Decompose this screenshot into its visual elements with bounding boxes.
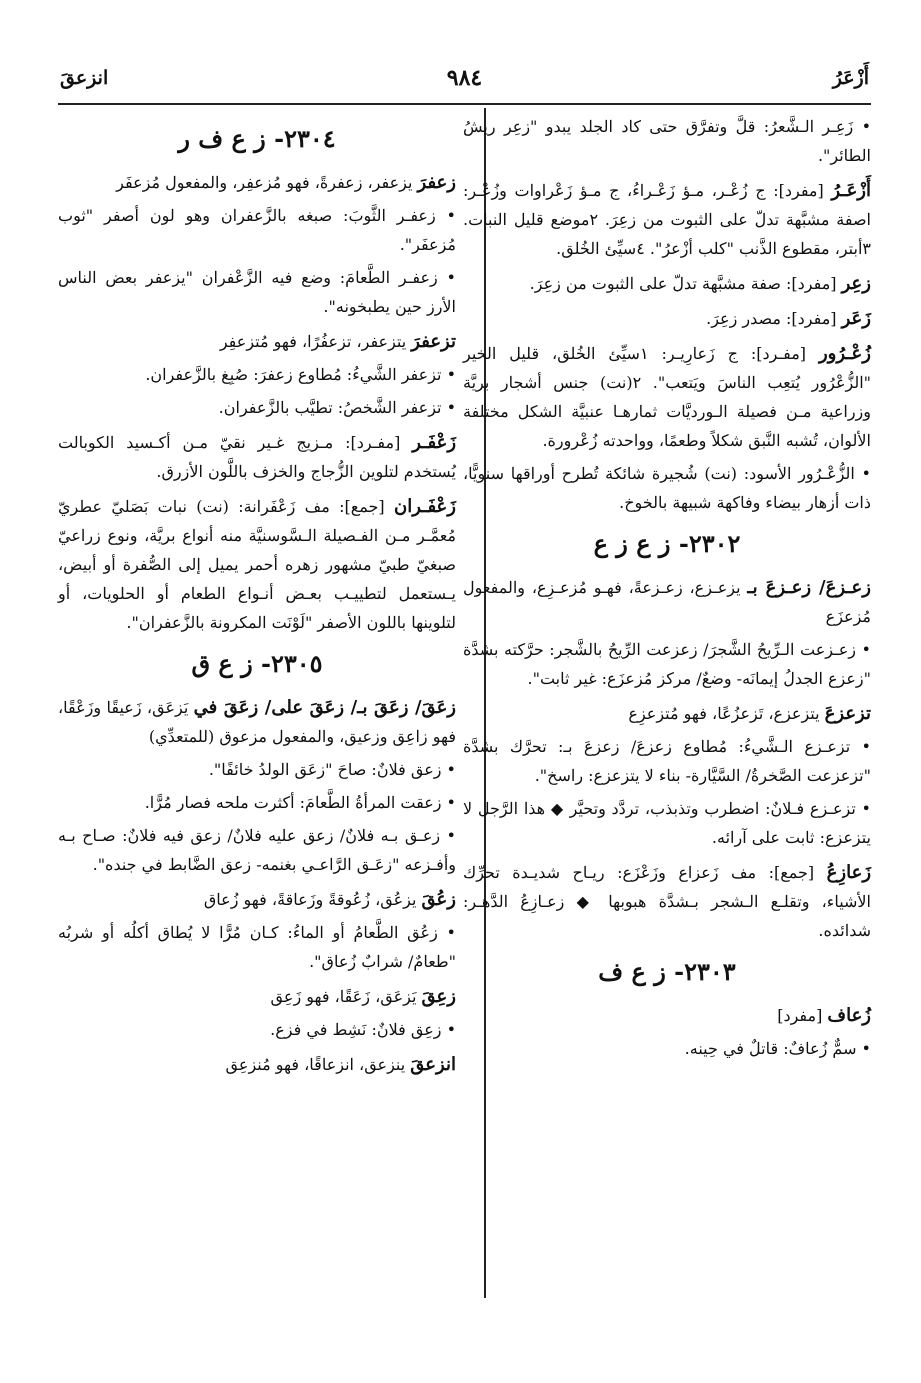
entry (463, 699, 871, 728)
entry (58, 492, 456, 637)
definition: [مفـرد]: مـزيج غـير نقيّ مـن أكـسيد الكوبالت يُستخدم لتلوين الزُّجاج والخزف باللَّون الأزرق. (58, 433, 456, 481)
entry (463, 304, 871, 333)
sense-line: • زعفـر الطَّعامَ: وضع فيه الزَّعْفران "يزعفر بعض الناس الأرز حين يطبخونه". (58, 268, 456, 316)
headword: زَعازِعُ (826, 862, 872, 883)
sense-line: • تزعفر الشَّخصُ: تطيَّب بالزَّعفران. (218, 398, 456, 417)
entry (58, 327, 456, 356)
headword: زعفرَ (417, 172, 456, 193)
section-heading: ٢٣٠٣- ز ع ف (598, 957, 736, 986)
header-right-guide-word: أَزْعَرُ (832, 67, 869, 89)
sense-line: • تزعفر الشَّيءُ: مُطاوع زعفرَ: صُبِغ بالزَّعفران. (145, 365, 456, 384)
definition: [مفـرد]: ج زَعارِيـر: ١سيِّئ الخُلق، قليل الخير "الزُّعْرُور يُتعِب الناسَ ويَتعب". ٢(نت) جنس أشجار بريَّة وزراعية مـن فصيلة الـورديَّات ثمارهـا عنبيَّة الشكل مختلفة الألوان، تُشبه النَّبق شكلاً وطعمًا، وواحدته زُعْرورة. (463, 344, 872, 450)
definition: [مفرد]: مصدر زعِرَ. (706, 309, 842, 328)
entry (463, 858, 871, 945)
right-column (463, 112, 871, 1067)
definition: يَزعَق، زَعَقًا، فهو زَعِق (270, 987, 422, 1006)
sense-line: • تزعـزع فـلانٌ: اضطرب وتذبذب، تردَّد وتحيَّر ◆ هذا الرَّجل لا يتزعزع: ثابت على آرائه. (463, 799, 871, 847)
entry (58, 885, 456, 914)
entry (58, 693, 456, 751)
definition: [مفرد] (777, 1006, 828, 1025)
sense-line: • زعِق فلانٌ: نَشِط في فزع. (270, 1020, 456, 1039)
definition: [جمع]: مف زَعزاع وزَعْزَع: ريـاح شديـدة تحرِّك الأشياء، وتقلـع الـشجر بـشدَّة هبوبها ◆ زعـازِعُ الدَّهـر: شدائده. (463, 863, 871, 940)
headword: زعَقَ/ زعَقَ بـ/ زعَقَ على/ زعَقَ في (193, 697, 456, 718)
entry (463, 573, 871, 631)
entry (58, 1050, 456, 1079)
headword: زعِقَ (421, 986, 456, 1007)
section-heading: ٢٣٠٥- ز ع ق (191, 649, 323, 678)
sense-line: • زعق فلانٌ: صاحَ "زعَق الولدُ خائفًا". (208, 760, 456, 779)
sense-line: • زعقت المرأةُ الطَّعامَ: أكثرت ملحه فصار مُرًّا. (144, 793, 456, 812)
definition: [جمع]: مف زَعْفَرانة: (نت) نبات بَصَليّ عطريّ مُعمَّـر مـن الفـصيلة الـسَّوسنيَّة منه أنواع بريَّة، ونوع زراعيّ صبغيّ طبيّ مشهور زهره أحمر يميل إلى الصُّفرة أو أبيض، يـستعمل لتطييـب بعـض أنـواع الطعام أو الحلويات، أو لتلوينها باللون الأصفر "لَوْنَت المكرونة بالزَّعفران". (58, 497, 456, 632)
entry (58, 428, 456, 486)
definition: يزعُق، زُعُوقةً وزَعاقةً، فهو زُعاق (203, 890, 422, 909)
sense-line: • سمٌّ زُعافٌ: قاتلٌ في حِينه. (684, 1039, 871, 1058)
definition: [مفرد]: صفة مشبَّهة تدلّ على الثبوت من زعِرَ. (529, 274, 842, 293)
headword: أَزْعَـرُ (831, 180, 871, 201)
headword: تزعفرَ (411, 331, 456, 352)
sense-line: • الزُّعْـرُور الأسود: (نت) شُجيرة شائكة تُطرح أوراقها سنويًّا، ذات أزهار بيضاء وفاكهة شبيهة بالخوخ. (463, 464, 871, 512)
sense-line: • زعُق الطَّعامُ أو الماءُ: كـان مُرًّا لا يُطاق أكلُه أو شربُه "طعامٌ/ شرابٌ زُعاق". (58, 923, 456, 971)
definition: يزعـزع، زعـزعةً، فهـو مُزعـزِع، والمفعول مُزعزَع (463, 578, 871, 626)
page-number: ٩٨٤ (446, 65, 483, 91)
headword: انزعقَ (410, 1054, 456, 1075)
entry (463, 176, 871, 263)
headword: زَعْفَـر (412, 432, 457, 453)
entry (463, 269, 871, 298)
definition: ينزعق، انزعاقًا، فهو مُنزعِق (225, 1055, 411, 1074)
headword: زعِر (841, 273, 871, 294)
headword: تزعزعَ (824, 703, 871, 724)
headword: زعُقَ (421, 889, 456, 910)
section-heading: ٢٣٠٤- ز ع ف ر (178, 124, 336, 153)
definition: يتزعفر، تزعفُرًا، فهو مُتزعفِر (219, 332, 412, 351)
page-header (60, 58, 869, 98)
entry (463, 339, 871, 455)
sense-line: • زعفـر الثَّوبَ: صبغه بالزَّعفران وهو لون أصفر "ثوب مُزعفَر". (58, 206, 456, 254)
definition: يتزعزع، تَزعزُعًا، فهو مُتزعزِع (628, 704, 825, 723)
headword: زُعْـرُور (818, 343, 871, 364)
entry (58, 982, 456, 1011)
headword: زُعاف (827, 1005, 871, 1026)
left-column (58, 112, 456, 1083)
headword: زَعَر (841, 308, 871, 329)
header-rule (58, 103, 871, 105)
entry (58, 168, 456, 197)
header-left-guide-word: انزعقَ (60, 67, 109, 89)
sense-line: • زعـزعت الـرِّيحُ الشَّجرَ/ زعزعت الرِّيحُ بالشَّجر: حرَّكته بشدَّة "زعزع الجدلُ إيمانَه- وضعٌ/ مركز مُزعزَع: غير ثابت". (463, 640, 871, 688)
headword: زَعْفَـران (394, 496, 456, 517)
definition: يَزعَق، زَعيقًا وزَعْقًا، فهو زاعِق وزعيق، والمفعول مزعوق (للمتعدِّي) (58, 698, 456, 746)
definition: [مفرد]: ج زُعْـر، مـؤ زَعْـراءُ، ج مـؤ زَعْراوات وزُعْـر: اصفة مشبَّهة تدلّ على الثبوت من زعِرَ. ٢موضع قليل النبات. ٣أبتر، مقطوع الذَّنب "كلب أزْعرُ". ٤سيِّئ الخُلق. (463, 181, 872, 258)
sense-line: • تزعـزع الـشَّيءُ: مُطاوع زعزعَ/ زعزعَ بـ: تحرَّك بشدَّة "تزعزعت الصَّخرةُ/ السَّيَّارة- بناء لا يتزعزع: راسخ". (463, 737, 871, 785)
definition: يزعفر، زعفرةً، فهو مُزعفِر، والمفعول مُزعفَر (116, 173, 418, 192)
section-heading: ٢٣٠٢- ز ع ز ع (593, 529, 741, 558)
sense-line: • زعـق بـه فلانٌ/ زعق عليه فلانٌ/ زعق فيه فلانٌ: صـاح بـه وأفـزعه "زعَـق الرَّاعـي بغنمه- زعق الضَّابط في جنده". (58, 826, 456, 874)
entry (463, 1001, 871, 1030)
sense-line: • زَعِـر الـشَّعرُ: قلَّ وتفرَّق حتى كاد الجلد يبدو "زعِر ريشُ الطائر". (463, 117, 871, 165)
headword: زعـزعَ/ زعـزعَ بـ (747, 577, 871, 598)
